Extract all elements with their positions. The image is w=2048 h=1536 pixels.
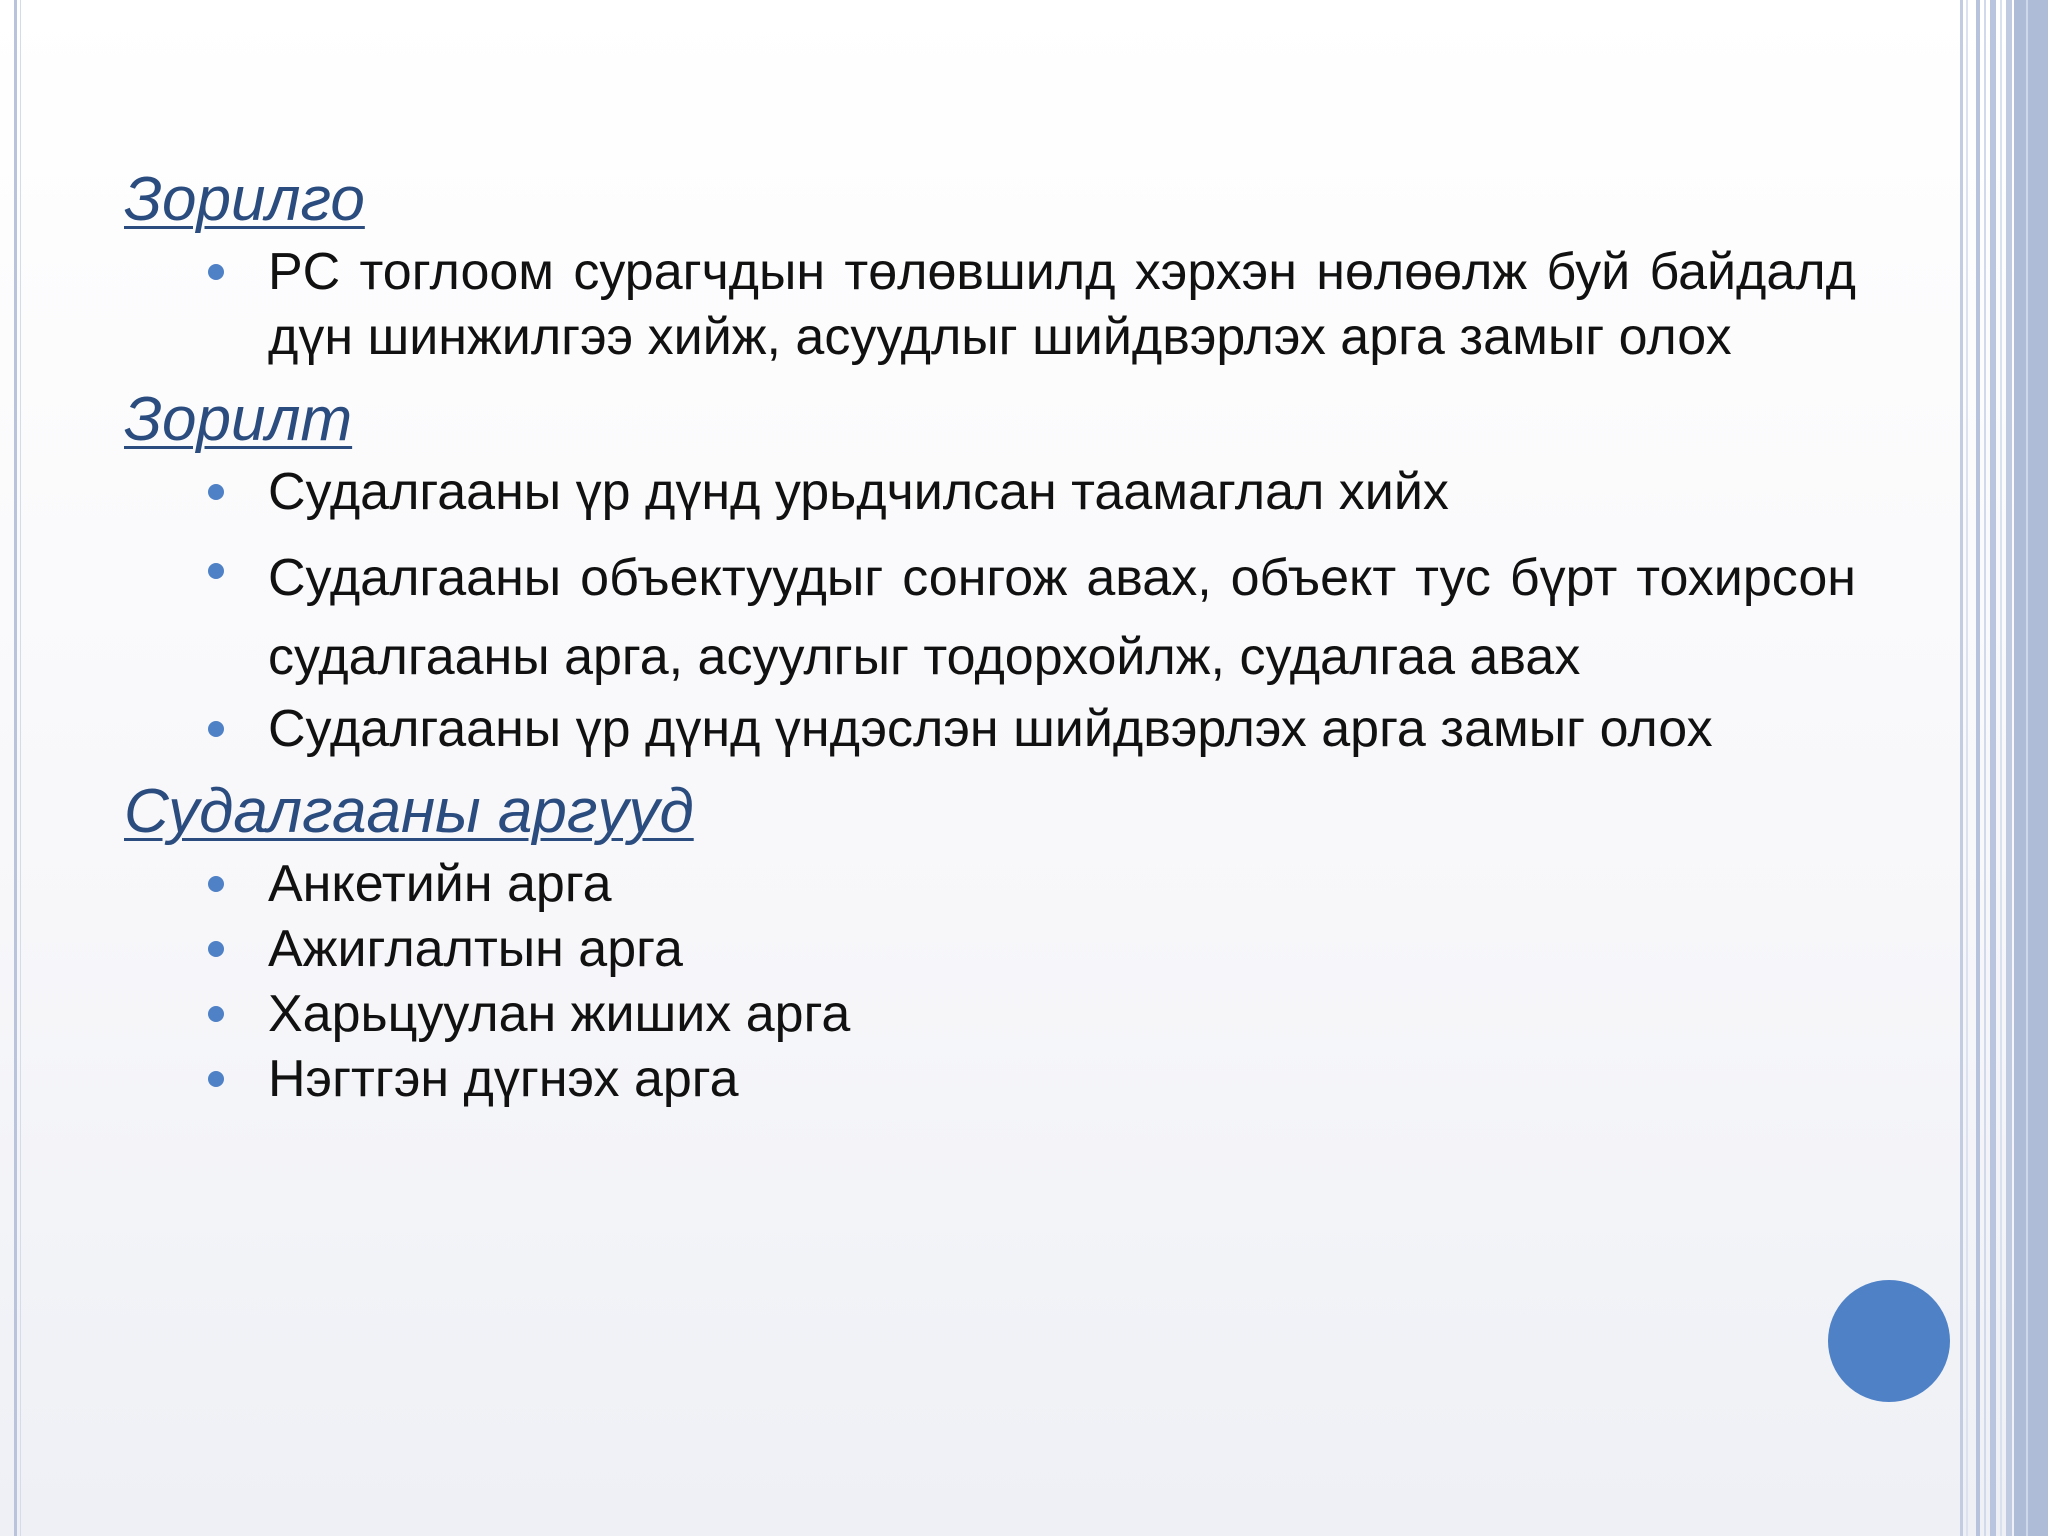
- objectives-list: [124, 460, 1854, 762]
- right-stripe: [1990, 0, 1996, 1536]
- list-item: Судалгааны объектуудыг сонгож авах, объект тус бүрт тохирсон судалгааны арга, асуулгыг тодорхойлж, судалгаа авах: [268, 539, 1856, 697]
- goal-list: [124, 240, 1854, 370]
- right-stripe: [2006, 0, 2012, 1536]
- list-item: Харьцуулан жиших арга: [268, 982, 1856, 1047]
- heading-goal: Зорилго: [124, 165, 365, 234]
- list-item: PC тоглоом сурагчдын төлөвшилд хэрхэн нөлөөлж буй байдалд дүн шинжилгээ хийж, асуудлыг шийдвэрлэх арга замыг олох: [268, 240, 1856, 370]
- right-stripe: [1976, 0, 1980, 1536]
- right-stripe: [1984, 0, 1986, 1536]
- heading-methods: Судалгааны аргууд: [124, 777, 694, 846]
- right-stripe: [2000, 0, 2002, 1536]
- right-stripe: [1966, 0, 1968, 1536]
- right-stripe: [1960, 0, 1963, 1536]
- list-item: Нэгтгэн дүгнэх арга: [268, 1047, 1856, 1112]
- decorative-circle: [1828, 1280, 1950, 1402]
- right-stripe: [2014, 0, 2048, 1536]
- slide-content: [124, 160, 1854, 1112]
- list-item: Анкетийн арга: [268, 852, 1856, 917]
- heading-objectives: Зорилт: [124, 385, 353, 454]
- list-item: Судалгааны үр дүнд үндэслэн шийдвэрлэх арга замыг олох: [268, 697, 1856, 762]
- right-stripe: [2026, 0, 2028, 1536]
- methods-list: [124, 852, 1854, 1112]
- list-item: Судалгааны үр дүнд урьдчилсан таамаглал хийх: [268, 460, 1856, 525]
- left-frame-line: [14, 0, 17, 1536]
- left-frame-line-inner: [20, 0, 21, 1536]
- list-item: Ажиглалтын арга: [268, 917, 1856, 982]
